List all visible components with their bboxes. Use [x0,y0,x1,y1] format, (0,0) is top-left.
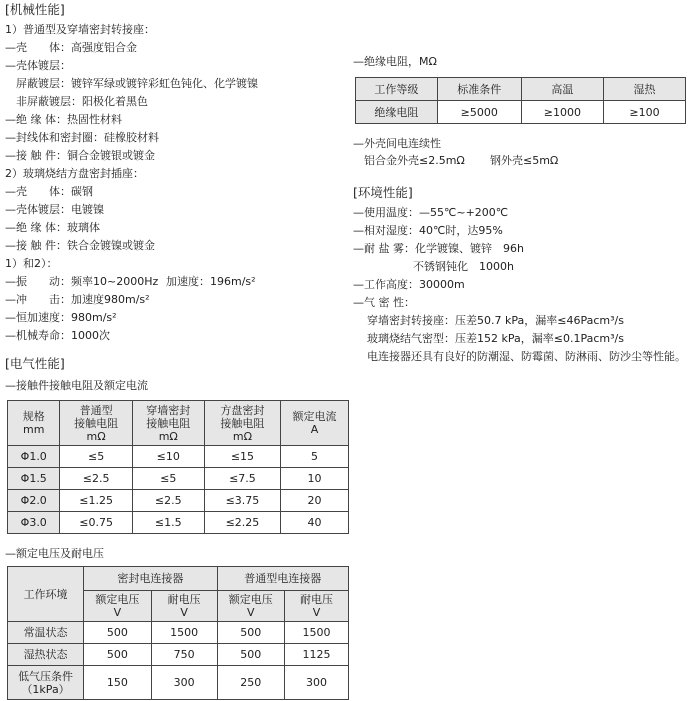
column-group-header: 普通型电连接器 [217,567,348,591]
env-air-glass: 玻璃烧结气密型：压差152 kPa，漏率≤0.1Pacm³/s [367,332,624,345]
column-header: 高温 [521,78,603,101]
column-header: 耐电压 V [285,591,349,622]
table-cell: ≤5 [60,446,132,468]
env-title: [环境性能] [353,185,413,200]
table-cell: Φ3.0 [8,512,60,534]
table-cell: 750 [151,644,217,666]
table-cell: ≤5 [132,468,204,490]
table-cell: ≤10 [132,446,204,468]
column-header: 耐电压 V [151,591,217,622]
voltage-table [7,566,349,700]
shell-steel: 钢外壳≤5mΩ [490,154,559,167]
column-header: 穿墙密封 接触电阻 mΩ [132,401,204,446]
table-cell: ≤7.5 [204,468,280,490]
column-header: 湿热 [603,78,685,101]
table-cell: ≤2.5 [132,490,204,512]
table-cell: Φ1.5 [8,468,60,490]
table-row [8,512,349,534]
mech-line: —封线体和密封圈：硅橡胶材料 [5,131,159,144]
insulation-title: —绝缘电阻，MΩ [353,55,437,68]
mech-line: 2）玻璃烧结方盘密封插座： [5,167,144,180]
table-cell: 300 [151,666,217,700]
env-humidity: —相对湿度：40℃时，达95% [353,224,503,237]
table-row [8,490,349,512]
env-salt-spray-stainless: 不锈钢钝化 1000h [413,260,514,273]
mechanical-life: —机械寿命：1000次 [5,329,110,342]
table-row [8,468,349,490]
env-salt-spray: —耐 盐 雾：化学镀镍、镀锌 96h [353,242,524,255]
table-cell: ≤2.5 [60,468,132,490]
table-cell: 250 [217,666,285,700]
table-cell: Φ2.0 [8,490,60,512]
table-cell: 5 [281,446,349,468]
table-cell: Φ1.0 [8,446,60,468]
table-cell: 150 [84,666,152,700]
table-cell: ≥5000 [437,101,521,124]
column-header: 工作等级 [356,78,438,101]
table-cell: ≤1.25 [60,490,132,512]
env-air-wall: 穿墙密封转接座：压差50.7 kPa，漏率≤46Pacm³/s [367,314,624,327]
column-group-header: 密封电连接器 [84,567,217,591]
mech-line: —接 触 件：铁合金镀镍或镀金 [5,239,155,252]
table-cell: 10 [281,468,349,490]
table-cell: 20 [281,490,349,512]
table-cell: 500 [217,644,285,666]
table-cell: 常温状态 [8,622,84,644]
table-cell: 1500 [285,622,349,644]
env-altitude: —工作高度：30000m [353,278,465,291]
column-header: 额定电流 A [281,401,349,446]
mech-title: [机械性能] [5,2,65,17]
vibration: —振 动：频率10~2000Hz [5,275,159,288]
table-cell: 低气压条件 （1kPa） [8,666,84,700]
mech-line: —接 触 件：铜合金镀银或镀金 [5,149,155,162]
table-row [8,644,349,666]
column-header: 额定电压 V [217,591,285,622]
shell-continuity-title: —外壳间电连续性 [353,137,441,150]
table-cell: 1125 [285,644,349,666]
table-header-row [8,567,349,591]
table-header-row [8,401,349,446]
mech-line: 1）普通型及穿墙密封转接座： [5,23,155,36]
table-cell: ≥100 [603,101,685,124]
insulation-table [355,77,686,124]
column-header: 普通型 接触电阻 mΩ [60,401,132,446]
constant-acceleration: —恒加速度：980m/s² [5,311,117,324]
table-cell: 300 [285,666,349,700]
voltage-title: —额定电压及耐电压 [5,547,104,560]
table-cell: 1500 [151,622,217,644]
mech-line: 屏蔽镀层：镀锌军绿或镀锌彩虹色钝化、化学镀镍 [16,77,258,90]
column-header: 方盘密封 接触电阻 mΩ [204,401,280,446]
table-row [8,622,349,644]
mech-line: —壳 体：碳钢 [5,185,93,198]
contact-resistance-table [7,400,349,534]
table-cell: ≤2.25 [204,512,280,534]
env-note: 电连接器还具有良好的防潮湿、防霉菌、防淋雨、防沙尘等性能。 [367,350,686,363]
table-cell: 绝缘电阻 [356,101,438,124]
mech-line: 非屏蔽镀层：阳极化着黑色 [16,95,148,108]
table-cell: ≤15 [204,446,280,468]
table-cell: 500 [84,644,152,666]
table-row [8,446,349,468]
table-cell: 湿热状态 [8,644,84,666]
mech-line: —绝 缘 体：热固性材料 [5,113,122,126]
elec-title: [电气性能] [5,356,65,371]
table-row [356,101,686,124]
env-airtightness: —气 密 性： [353,296,415,309]
contact-resistance-title: —接触件接触电阻及额定电流 [5,379,148,392]
table-cell: 40 [281,512,349,534]
table-row [8,666,349,700]
table-header-row [356,78,686,101]
shock: —冲 击：加速度980m/s² [5,293,150,306]
table-cell: ≤0.75 [60,512,132,534]
table-cell: 500 [217,622,285,644]
vibration-acceleration: 加速度：196m/s² [166,275,256,288]
mech-line: —壳 体：高强度铝合金 [5,41,137,54]
table-cell: 500 [84,622,152,644]
table-cell: ≥1000 [521,101,603,124]
mech-line: —壳体镀层：电镀镍 [5,203,104,216]
column-header: 工作环境 [8,567,84,622]
column-header: 标准条件 [437,78,521,101]
mech-line: 1）和2）： [5,257,58,270]
mech-line: —壳体镀层： [5,59,71,72]
table-cell: ≤3.75 [204,490,280,512]
env-temperature: —使用温度：—55℃~+200℃ [353,206,509,219]
table-cell: ≤1.5 [132,512,204,534]
shell-aluminum: 铝合金外壳≤2.5mΩ [364,154,465,167]
column-header: 规格 mm [8,401,60,446]
mech-line: —绝 缘 体：玻璃体 [5,221,100,234]
column-header: 额定电压 V [84,591,152,622]
